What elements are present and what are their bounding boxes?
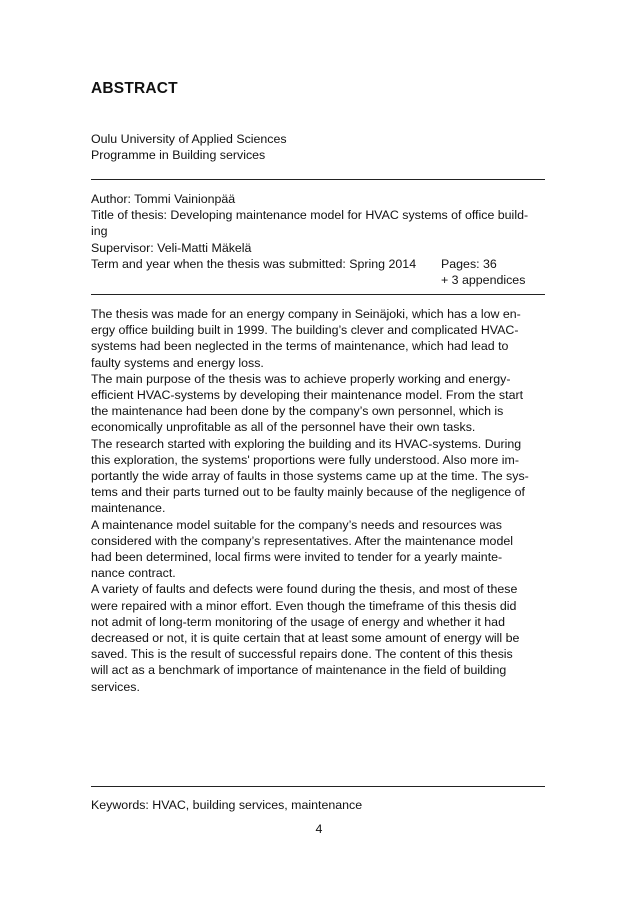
abstract-line: the maintenance had been done by the company’s own personnel, which is <box>91 404 504 419</box>
thesis-meta-block <box>91 191 545 288</box>
abstract-line: ergy office building built in 1999. The building’s clever and complicated HVAC- <box>91 323 519 338</box>
abstract-line: had been determined, local firms were invited to tender for a yearly mainte- <box>91 550 503 565</box>
divider-top <box>91 179 545 180</box>
term-line: Term and year when the thesis was submitted: Spring 2014 <box>91 256 417 271</box>
abstract-line: were repaired with a minor effort. Even though the timeframe of this thesis did <box>91 598 517 613</box>
abstract-line: decreased or not, it is quite certain that at least some amount of energy will be <box>91 631 520 646</box>
abstract-line: systems had been neglected in the terms of maintenance, which had lead to <box>91 339 509 354</box>
university-name: Oulu University of Applied Sciences <box>91 132 287 146</box>
abstract-line: The main purpose of the thesis was to achieve properly working and energy- <box>91 371 511 386</box>
abstract-heading: ABSTRACT <box>91 80 178 97</box>
keywords-block <box>91 797 545 813</box>
abstract-line: this exploration, the systems' proportions were fully understood. Also more im- <box>91 452 519 467</box>
abstract-line: portantly the wide array of faults in those systems came up at the time. The sys- <box>91 469 529 484</box>
abstract-line: saved. This is the result of successful repairs done. The content of this thesis <box>91 647 513 662</box>
author-line: Author: Tommi Vainionpää <box>91 192 236 206</box>
abstract-line: A maintenance model suitable for the company’s needs and resources was <box>91 517 502 532</box>
supervisor-line: Supervisor: Veli-Matti Mäkelä <box>91 240 252 255</box>
abstract-line: The research started with exploring the building and its HVAC-systems. During <box>91 436 522 451</box>
programme-name: Programme in Building services <box>91 148 266 163</box>
divider-bottom <box>91 786 545 787</box>
abstract-line: maintenance. <box>91 501 166 516</box>
abstract-line: A variety of faults and defects were found during the thesis, and most of these <box>91 582 518 597</box>
keywords-line: Keywords: HVAC, building services, maintenance <box>91 798 363 812</box>
abstract-line: The thesis was made for an energy company in Seinäjoki, which has a low en- <box>91 307 521 321</box>
abstract-body <box>91 306 545 695</box>
appendices-count: + 3 appendices <box>441 273 526 288</box>
title-line-2: ing <box>91 224 108 239</box>
abstract-line: nance contract. <box>91 566 176 581</box>
title-line-1: Title of thesis: Developing maintenance model for HVAC systems of office build- <box>91 208 529 223</box>
abstract-line: faulty systems and energy loss. <box>91 355 264 370</box>
abstract-line: will act as a benchmark of importance of maintenance in the field of building <box>91 663 507 678</box>
abstract-line: efficient HVAC-systems by developing their maintenance model. From the start <box>91 388 524 403</box>
institution-block <box>91 131 545 163</box>
page-number: 4 <box>315 822 323 836</box>
pages-count: Pages: 36 <box>441 256 497 271</box>
term-row <box>91 256 545 272</box>
abstract-line: tems and their parts turned out to be faulty mainly because of the negligence of <box>91 485 525 500</box>
abstract-line: services. <box>91 679 140 694</box>
abstract-line: considered with the company’s representatives. After the maintenance model <box>91 533 513 548</box>
divider-middle <box>91 294 545 295</box>
abstract-line: economically unprofitable as all of the personnel have their own tasks. <box>91 420 476 435</box>
abstract-line: not admit of long-term monitoring of the usage of energy and whether it had <box>91 614 505 629</box>
